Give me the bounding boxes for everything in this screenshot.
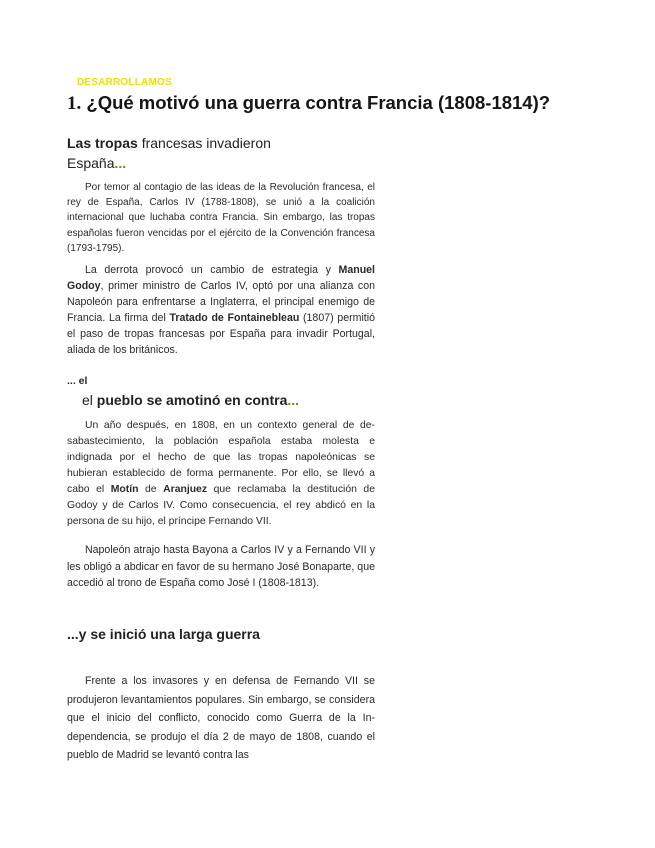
section-heading-text: el bbox=[82, 392, 97, 408]
title-number: 1. bbox=[67, 93, 82, 114]
section-heading-ellipsis: ... bbox=[287, 392, 300, 408]
section-heading-bold: pueblo se amotinó en contra bbox=[96, 392, 288, 408]
paragraph-revolution: Por temor al contagio de las ideas de la Revolución francesa, el rey de España, Carlos IV (1788-1808), se unió a la coalición internacional que luchaba contra Francia. Sin embargo, las tropas españolas fueron vencidas por el ejército de la Convención francesa (1793-1795). bbox=[67, 182, 375, 254]
paragraph-aranjuez bbox=[67, 418, 375, 530]
section-heading-invasion bbox=[67, 133, 307, 173]
paragraph-godoy-text-2: , primer ministro de Carlos IV, optó por una alianza con Napoleón para enfrentarse a Inglaterra, el principal enemigo de Francia. La firma del bbox=[67, 280, 375, 324]
term-manuel-godoy: Manuel Godoy bbox=[67, 264, 375, 292]
paragraph-bayona: Napoleón atrajo hasta Bayona a Carlos IV y a Fernando VII y les obligó a abdicar en favor de su hermano José Bonaparte, que accedió al trono de España como José I (1808-1813). bbox=[67, 544, 375, 589]
paragraph-godoy-text-1: La derrota provocó un cambio de estrategia y bbox=[85, 264, 339, 276]
title-text: ¿Qué motivó una guerra contra Francia (1808-1814)? bbox=[86, 92, 551, 113]
paragraph-aranjuez-text-2: de bbox=[138, 484, 164, 495]
section-heading-text: francesas invadieron España bbox=[67, 135, 271, 171]
section-heading-guerra: ...y se inició una larga guerra bbox=[67, 626, 260, 642]
section-heading-bold: Las tropas bbox=[67, 135, 138, 151]
paragraph-aranjuez-text-1: Un año después, en 1808, en un contexto general de desabastecimiento, la población española estaba molesta e indignada por el hecho de que las tropas napoleónicas se hubieran establecido de forma permanente. Por ello, se llevó a cabo el bbox=[67, 420, 375, 495]
paragraph-godoy-text-3: (1807) permitió el paso de tropas francesas por España para invadir Portugal, aliada de los británicos. bbox=[67, 312, 375, 356]
paragraph-levantamientos: Frente a los invasores y en defensa de Fernando VII se produjeron levantamientos populares. Sin embargo, se considera que el inicio del conflicto, conocido como Guerra de la Independencia, se produjo el día 2 de mayo de 1808, cuando el pueblo de Madrid se levantó contra las bbox=[67, 675, 375, 762]
page-title bbox=[67, 92, 627, 115]
paragraph-godoy bbox=[67, 262, 375, 358]
paragraph-aranjuez-text-3: que reclamaba la destitución de Godoy y de Carlos IV. Como consecuencia, el rey abdicó en la persona de su hijo, el príncipe Fernando VII. bbox=[67, 484, 375, 527]
term-motin: Motín bbox=[110, 484, 139, 495]
term-aranjuez: Aranjuez bbox=[163, 484, 208, 495]
term-tratado-fontainebleau: Tratado de Fontainebleau bbox=[169, 312, 300, 324]
section-lead-ellipsis: ... el bbox=[67, 375, 88, 387]
section-heading-motin bbox=[82, 390, 382, 410]
section-kicker: DESARROLLAMOS bbox=[77, 77, 172, 88]
section-heading-ellipsis: ... bbox=[114, 155, 127, 171]
